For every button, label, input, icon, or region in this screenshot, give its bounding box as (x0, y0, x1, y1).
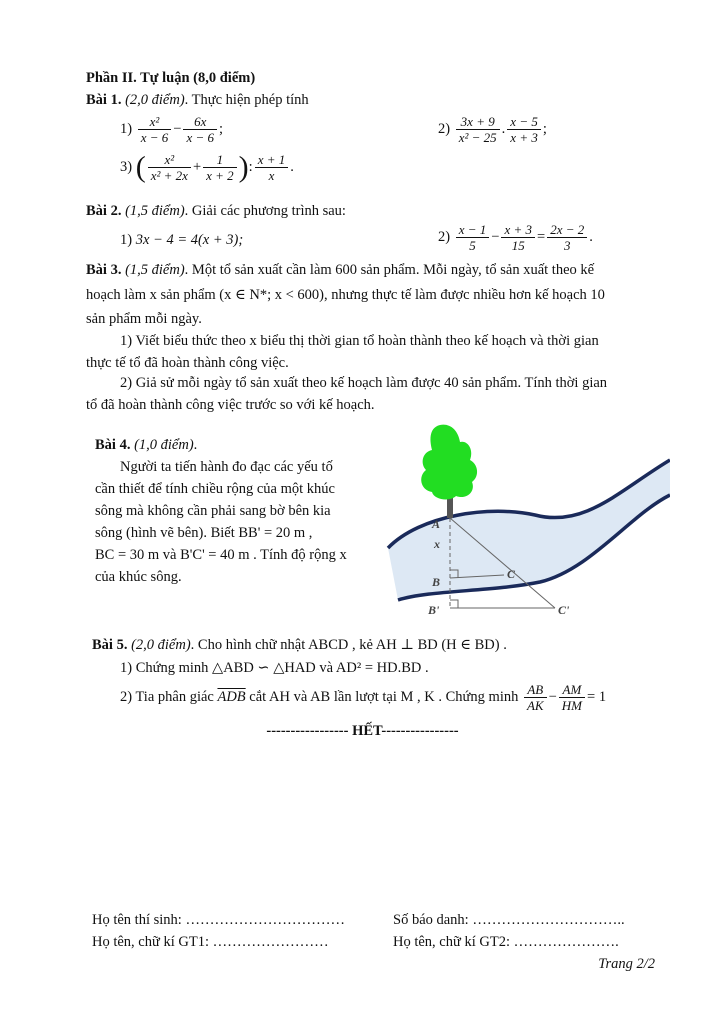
numerator: x − 5 (507, 114, 541, 130)
bai2-points: (1,5 điểm) (125, 203, 185, 219)
bai4-l3: sông mà không cần phải sang bờ bên kia (95, 503, 331, 519)
denominator: x + 3 (510, 130, 538, 145)
bai2-q1-label: 1) (120, 232, 133, 248)
bai4-heading (95, 437, 197, 454)
bai2-q2-label: 2) (438, 228, 451, 245)
bai2-text: . Giải các phương trình sau: (184, 203, 346, 219)
operator: + (192, 158, 202, 175)
denominator: AK (526, 698, 544, 713)
fraction (547, 222, 587, 253)
candidate-number-field: Số báo danh: ………………………….. (393, 912, 625, 928)
bai2-q1 (120, 232, 243, 249)
bai1-points: (2,0 điểm) (125, 92, 185, 108)
bai1-q2-label: 2) (438, 120, 451, 137)
fraction (456, 222, 490, 253)
denominator: x − 6 (186, 130, 214, 145)
bai4-label: Bài 4. (95, 437, 131, 453)
tree-icon (421, 425, 477, 500)
paren-open: ( (135, 150, 146, 184)
numerator: 1 (203, 152, 237, 168)
bai3-points: (1,5 điểm) (125, 262, 185, 278)
numerator: AM (559, 682, 585, 698)
bai3-q2a: 2) Giả sử mỗi ngày tổ sản xuất theo kế hoạch làm được 40 sản phẩm. Tính thời gian (120, 375, 608, 391)
bai4-l6: của khúc sông. (95, 569, 182, 585)
angle-adb: $\overline{ADB}$ (217, 688, 246, 705)
bai2-q2 (438, 222, 593, 253)
numerator: x − 1 (456, 222, 490, 238)
label-a: A (432, 517, 441, 531)
punct: . (589, 228, 593, 245)
bai4-l1: Người ta tiến hành đo đạc các yếu tố (120, 459, 333, 475)
part-title: Phần II. Tự luận (8,0 điểm) (86, 70, 256, 86)
fraction (559, 682, 585, 713)
bai3-q2b: tổ đã hoàn thành công việc trước so với kế hoạch. (86, 397, 375, 413)
punct: = 1 (587, 688, 607, 705)
fraction (456, 114, 500, 145)
label-b: B (432, 575, 441, 589)
river-figure (370, 420, 670, 625)
end-mark: ----------------- HẾT---------------- (266, 723, 459, 739)
denominator: 3 (563, 238, 571, 253)
numerator: x + 1 (255, 152, 289, 168)
bai5-q2 (120, 682, 606, 713)
denominator: 15 (511, 238, 525, 253)
fraction (203, 152, 237, 183)
bai4-points: (1,0 điểm) (134, 437, 194, 453)
fraction (255, 152, 289, 183)
bai2-heading (86, 203, 346, 220)
operator: = (537, 228, 546, 245)
numerator: AB (524, 682, 547, 698)
fraction (138, 114, 172, 145)
bai3-q1b: thực tế tổ đã hoàn thành công việc. (86, 355, 289, 371)
equation: 3x − 4 = 4(x + 3); (135, 232, 244, 248)
denominator: HM (561, 698, 583, 713)
bai1-q2 (438, 114, 547, 145)
bai5-q2-pre: 2) Tia phân giác (120, 688, 214, 705)
bai4-l4: sông (hình vẽ bên). Biết BB' = 20 m , (95, 525, 313, 541)
numerator: x² (148, 152, 191, 168)
numerator: 3x + 9 (456, 114, 500, 130)
supervisor2-field: Họ tên, chữ kí GT2: …………………. (393, 934, 619, 950)
bai2-label: Bài 2. (86, 203, 122, 219)
numerator: 6x (183, 114, 217, 130)
supervisor1-field: Họ tên, chữ kí GT1: …………………… (92, 934, 329, 950)
operator: − (173, 120, 182, 137)
paren-close: ) (238, 150, 249, 184)
fraction (524, 682, 547, 713)
punct: . (290, 158, 294, 175)
label-x: x (434, 537, 440, 551)
fraction (507, 114, 541, 145)
bai3-label: Bài 3. (86, 262, 122, 278)
bai5-q2-mid: cắt AH và AB lần lượt tại M , K . Chứng minh (249, 688, 519, 705)
fraction (501, 222, 535, 253)
bai3-line2: hoạch làm x sản phẩm (x ∈ N*; x < 600), nhưng thực tế làm được nhiều hơn kế hoạch 10 (86, 287, 605, 303)
punct: ; (542, 120, 547, 137)
candidate-name-field: Họ tên thí sinh: …………………………… (92, 912, 345, 928)
bai5-label: Bài 5. (92, 637, 128, 653)
bai1-heading (86, 92, 309, 109)
label-c: C (507, 567, 516, 581)
fraction (148, 152, 191, 183)
bai5-text: . Cho hình chữ nhật ABCD , kẻ AH ⊥ BD (H ∈ BD) . (190, 637, 507, 653)
numerator: 2x − 2 (547, 222, 587, 238)
bai3-line1 (86, 262, 594, 279)
right-angle-bprime (450, 600, 458, 608)
punct: . (193, 437, 198, 453)
operator: − (548, 688, 557, 705)
bai4-l2: cần thiết để tính chiều rộng của một khúc (95, 481, 335, 497)
page-number: Trang 2/2 (598, 956, 655, 972)
operator: . (501, 120, 506, 137)
denominator: x² + 2x (150, 168, 188, 183)
bai5-heading (92, 637, 507, 654)
bai3-line3: sản phẩm mỗi ngày. (86, 311, 202, 327)
operator: : (248, 158, 253, 175)
bai1-q1 (120, 114, 223, 145)
numerator: x + 3 (501, 222, 535, 238)
bai1-q3-label: 3) (120, 158, 133, 175)
denominator: x + 2 (206, 168, 234, 183)
numerator: x² (138, 114, 172, 130)
fraction (183, 114, 217, 145)
bai3-q1a: 1) Viết biểu thức theo x biểu thị thời gian tổ hoàn thành theo kế hoạch và thời gian (120, 333, 599, 349)
bai4-l5: BC = 30 m và B'C' = 40 m . Tính độ rộng x (95, 547, 347, 563)
bai5-q1: 1) Chứng minh △ABD ∽ △HAD và AD² = HD.BD . (120, 660, 429, 676)
denominator: x² − 25 (458, 130, 497, 145)
bai1-label: Bài 1. (86, 92, 122, 108)
punct: ; (219, 120, 224, 137)
label-cprime: C' (558, 603, 570, 617)
denominator: 5 (469, 238, 476, 253)
denominator: x − 6 (140, 130, 169, 145)
bai3-text: . Một tổ sản xuất cần làm 600 sản phẩm. Mỗi ngày, tổ sản xuất theo kế (184, 262, 595, 278)
bai1-q1-label: 1) (120, 120, 133, 137)
bai1-text: . Thực hiện phép tính (184, 92, 309, 108)
bai5-points: (2,0 điểm) (131, 637, 191, 653)
label-bprime: B' (428, 603, 440, 617)
bai1-q3 (120, 152, 294, 183)
operator: − (491, 228, 500, 245)
denominator: x (268, 168, 275, 183)
